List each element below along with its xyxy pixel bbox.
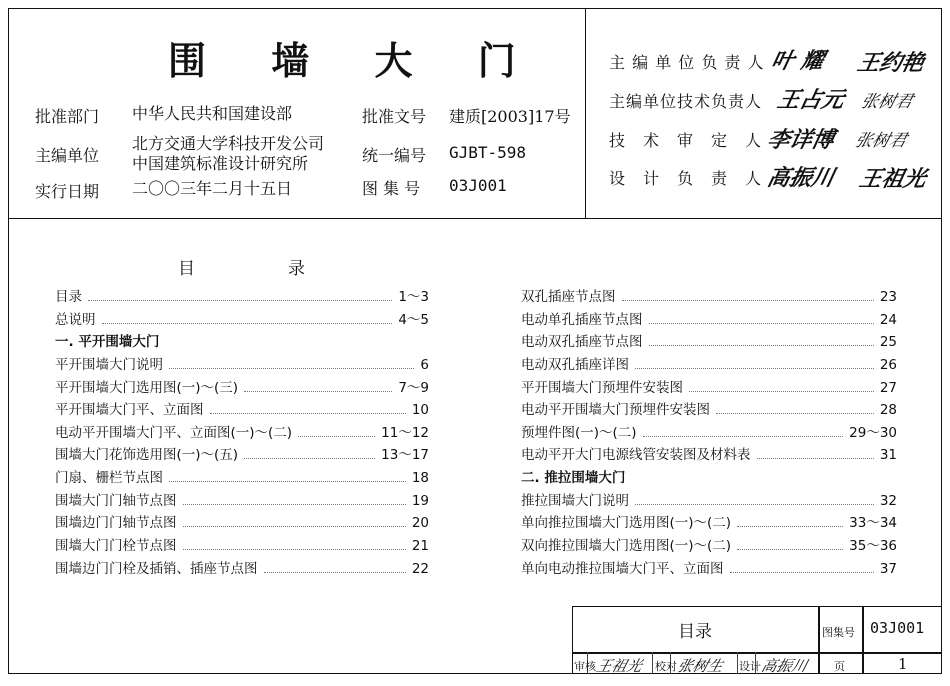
page-value: 1 — [898, 655, 908, 673]
toc-entry-page: 6 — [420, 356, 429, 373]
toc-leader-dots — [169, 481, 406, 482]
toc-entry — [55, 330, 429, 350]
toc-entry — [521, 353, 897, 373]
toc-section-title: 一. 平开围墙大门 — [55, 334, 160, 351]
toc-entry-page: 37 — [879, 560, 897, 577]
toc-entry — [521, 376, 897, 396]
signature-3b: 张树君 — [852, 131, 910, 151]
toc-entry — [521, 330, 897, 350]
toc-entry — [55, 285, 429, 305]
toc-entry-page: 13～17 — [381, 447, 429, 464]
toc-entry — [55, 308, 429, 328]
toc-entry — [521, 398, 897, 418]
toc-entry-page: 1～3 — [398, 289, 429, 305]
signature-2b: 张树君 — [858, 92, 916, 112]
toc-entry-page: 23 — [879, 289, 897, 305]
toc-leader-dots — [649, 323, 874, 324]
toc-entry-title: 电动平开围墙大门平、立面图(一)～(二) — [55, 424, 293, 441]
title-block-atlas-label: 图集号 — [822, 626, 855, 639]
toc-entry-title: 平开围墙大门平、立面图 — [55, 402, 204, 419]
toc-entry-page: 35～36 — [849, 538, 897, 555]
toc-leader-dots — [757, 458, 874, 459]
approving-dept-value: 中华人民共和国建设部 — [132, 104, 293, 123]
toc-entry — [55, 443, 429, 463]
toc-leader-dots — [88, 300, 392, 301]
responsible-label-3: 技 术 审 定 人 — [609, 131, 763, 150]
signature-1b: 王约艳 — [854, 50, 927, 76]
toc-left-column — [55, 285, 429, 579]
signature-3a: 李详博 — [764, 127, 837, 153]
toc-entry — [55, 398, 429, 418]
page-label: 页 — [834, 660, 845, 673]
effective-date-label: 实行日期 — [35, 182, 100, 201]
toc-entry — [55, 376, 429, 396]
toc-entry — [55, 489, 429, 509]
title-block-drawing-name: 目录 — [678, 621, 712, 642]
toc-entry-page: 33～34 — [849, 515, 897, 532]
review-signature: 王祖光 — [594, 657, 645, 675]
responsible-label-1: 主 编 单 位 负 责 人 — [609, 53, 765, 72]
approval-doc-value: 建质[2003]17号 — [449, 107, 571, 126]
toc-entry-page: 26 — [879, 356, 897, 373]
unified-no-label: 统一编号 — [362, 146, 427, 165]
responsible-label-2: 主编单位技术负责人 — [609, 92, 763, 111]
signature-2a: 王占元 — [774, 87, 847, 113]
toc-entry-page: 4～5 — [398, 311, 429, 328]
toc-entry-title: 单向电动推拉围墙大门平、立面图 — [521, 560, 724, 577]
toc-entry-page: 7～9 — [398, 379, 429, 396]
toc-entry-page: 11～12 — [381, 424, 429, 441]
title-block-vline-2 — [862, 606, 864, 674]
toc-entry — [521, 443, 897, 463]
toc-leader-dots — [635, 368, 874, 369]
toc-entry — [55, 557, 429, 577]
toc-entry-title: 预埋件图(一)～(二) — [521, 424, 637, 441]
header-divider — [8, 218, 942, 219]
toc-section-title: 二. 推拉围墙大门 — [521, 470, 626, 487]
toc-entry — [521, 308, 897, 328]
document-title: 围 墙 大 门 — [168, 38, 542, 83]
toc-entry — [521, 421, 897, 441]
toc-entry — [55, 511, 429, 531]
toc-entry-title: 目录 — [55, 289, 82, 305]
check-signature: 张树生 — [675, 657, 726, 675]
toc-leader-dots — [298, 436, 375, 437]
toc-leader-dots — [737, 549, 843, 550]
toc-entry-title: 电动双孔插座详图 — [521, 356, 629, 373]
title-block-atlas-value: 03J001 — [870, 619, 925, 637]
toc-entry — [521, 557, 897, 577]
toc-entry-page: 10 — [411, 402, 429, 419]
toc-entry-title: 单向推拉围墙大门选用图(一)～(二) — [521, 515, 732, 532]
editor-unit-label: 主编单位 — [35, 146, 100, 165]
toc-entry-title: 围墙边门门轴节点图 — [55, 515, 177, 532]
toc-entry-title: 推拉围墙大门说明 — [521, 492, 629, 509]
toc-leader-dots — [737, 526, 843, 527]
signature-1a: 叶 耀 — [768, 48, 827, 74]
toc-leader-dots — [244, 391, 392, 392]
atlas-no-value: 03J001 — [449, 176, 507, 195]
toc-entry-page: 29～30 — [849, 424, 897, 441]
toc-entry-page: 20 — [411, 515, 429, 532]
toc-entry-page: 21 — [411, 538, 429, 555]
unified-no-value: GJBT-598 — [449, 143, 527, 162]
title-block-vline-4 — [652, 652, 653, 674]
title-block-hline — [572, 652, 942, 654]
toc-entry — [55, 534, 429, 554]
toc-entry-title: 电动双孔插座节点图 — [521, 334, 643, 351]
toc-leader-dots — [643, 436, 844, 437]
header-split-line — [585, 8, 586, 218]
toc-entry-page: 18 — [411, 470, 429, 487]
toc-leader-dots — [635, 504, 874, 505]
toc-entry — [55, 421, 429, 441]
toc-entry-title: 围墙大门花饰选用图(一)～(五) — [55, 447, 239, 464]
toc-entry-title: 电动平开围墙大门预埋件安装图 — [521, 402, 710, 419]
toc-entry-page: 32 — [879, 492, 897, 509]
toc-entry-title: 电动单孔插座节点图 — [521, 311, 643, 328]
toc-entry-title: 平开围墙大门说明 — [55, 356, 163, 373]
toc-entry-title: 电动平开大门电源线管安装图及材料表 — [521, 447, 751, 464]
toc-entry-title: 双孔插座节点图 — [521, 289, 616, 305]
toc-leader-dots — [649, 345, 874, 346]
responsible-label-4: 设 计 负 责 人 — [609, 169, 763, 188]
toc-leader-dots — [183, 526, 406, 527]
toc-entry-title: 围墙边门门栓及插销、插座节点图 — [55, 560, 258, 577]
toc-entry — [521, 466, 897, 486]
toc-entry-page: 24 — [879, 311, 897, 328]
approving-dept-label: 批准部门 — [35, 107, 100, 126]
toc-entry-page: 28 — [879, 402, 897, 419]
toc-leader-dots — [244, 458, 375, 459]
toc-entry-title: 平开围墙大门选用图(一)～(三) — [55, 379, 239, 396]
editor-unit-value-1: 北方交通大学科技开发公司 — [132, 134, 325, 153]
toc-heading — [178, 254, 305, 279]
effective-date-value: 二〇〇三年二月十五日 — [132, 179, 293, 198]
toc-leader-dots — [183, 549, 406, 550]
toc-entry-title: 围墙大门门栓节点图 — [55, 538, 177, 555]
toc-entry-page: 31 — [879, 447, 897, 464]
toc-entry-page: 27 — [879, 379, 897, 396]
toc-entry — [521, 534, 897, 554]
toc-leader-dots — [689, 391, 874, 392]
toc-entry-page: 25 — [879, 334, 897, 351]
design-signature: 高振川 — [759, 657, 810, 675]
toc-entry — [55, 466, 429, 486]
toc-leader-dots — [210, 413, 406, 414]
toc-leader-dots — [102, 323, 393, 324]
toc-entry-page: 22 — [411, 560, 429, 577]
toc-entry-title: 围墙大门门轴节点图 — [55, 492, 177, 509]
toc-entry-title: 门扇、栅栏节点图 — [55, 470, 163, 487]
toc-heading-char-2: 录 — [288, 259, 305, 279]
toc-leader-dots — [169, 368, 414, 369]
toc-entry-title: 双向推拉围墙大门选用图(一)～(二) — [521, 538, 732, 555]
title-block-vline-1 — [818, 606, 820, 674]
toc-entry-page: 19 — [411, 492, 429, 509]
editor-unit-value-2: 中国建筑标准设计研究所 — [132, 154, 309, 173]
toc-entry-title: 平开围墙大门预埋件安装图 — [521, 379, 683, 396]
toc-leader-dots — [622, 300, 874, 301]
atlas-no-label: 图 集 号 — [362, 179, 421, 198]
check-label: 校对 — [655, 660, 677, 673]
toc-entry-title: 总说明 — [55, 311, 96, 328]
toc-leader-dots — [716, 413, 874, 414]
toc-right-column — [521, 285, 897, 579]
toc-entry — [521, 511, 897, 531]
toc-entry — [521, 285, 897, 305]
signature-4a: 高振川 — [764, 165, 837, 191]
toc-heading-char-1: 目 — [178, 259, 195, 279]
toc-leader-dots — [730, 572, 874, 573]
toc-entry — [521, 489, 897, 509]
toc-entry — [55, 353, 429, 373]
signature-4b: 王祖光 — [856, 166, 929, 192]
title-block-vline-6 — [737, 652, 738, 674]
toc-leader-dots — [264, 572, 406, 573]
toc-leader-dots — [183, 504, 406, 505]
approval-doc-label: 批准文号 — [362, 107, 427, 126]
design-label: 设计 — [739, 660, 761, 673]
review-label: 审核 — [574, 660, 596, 673]
